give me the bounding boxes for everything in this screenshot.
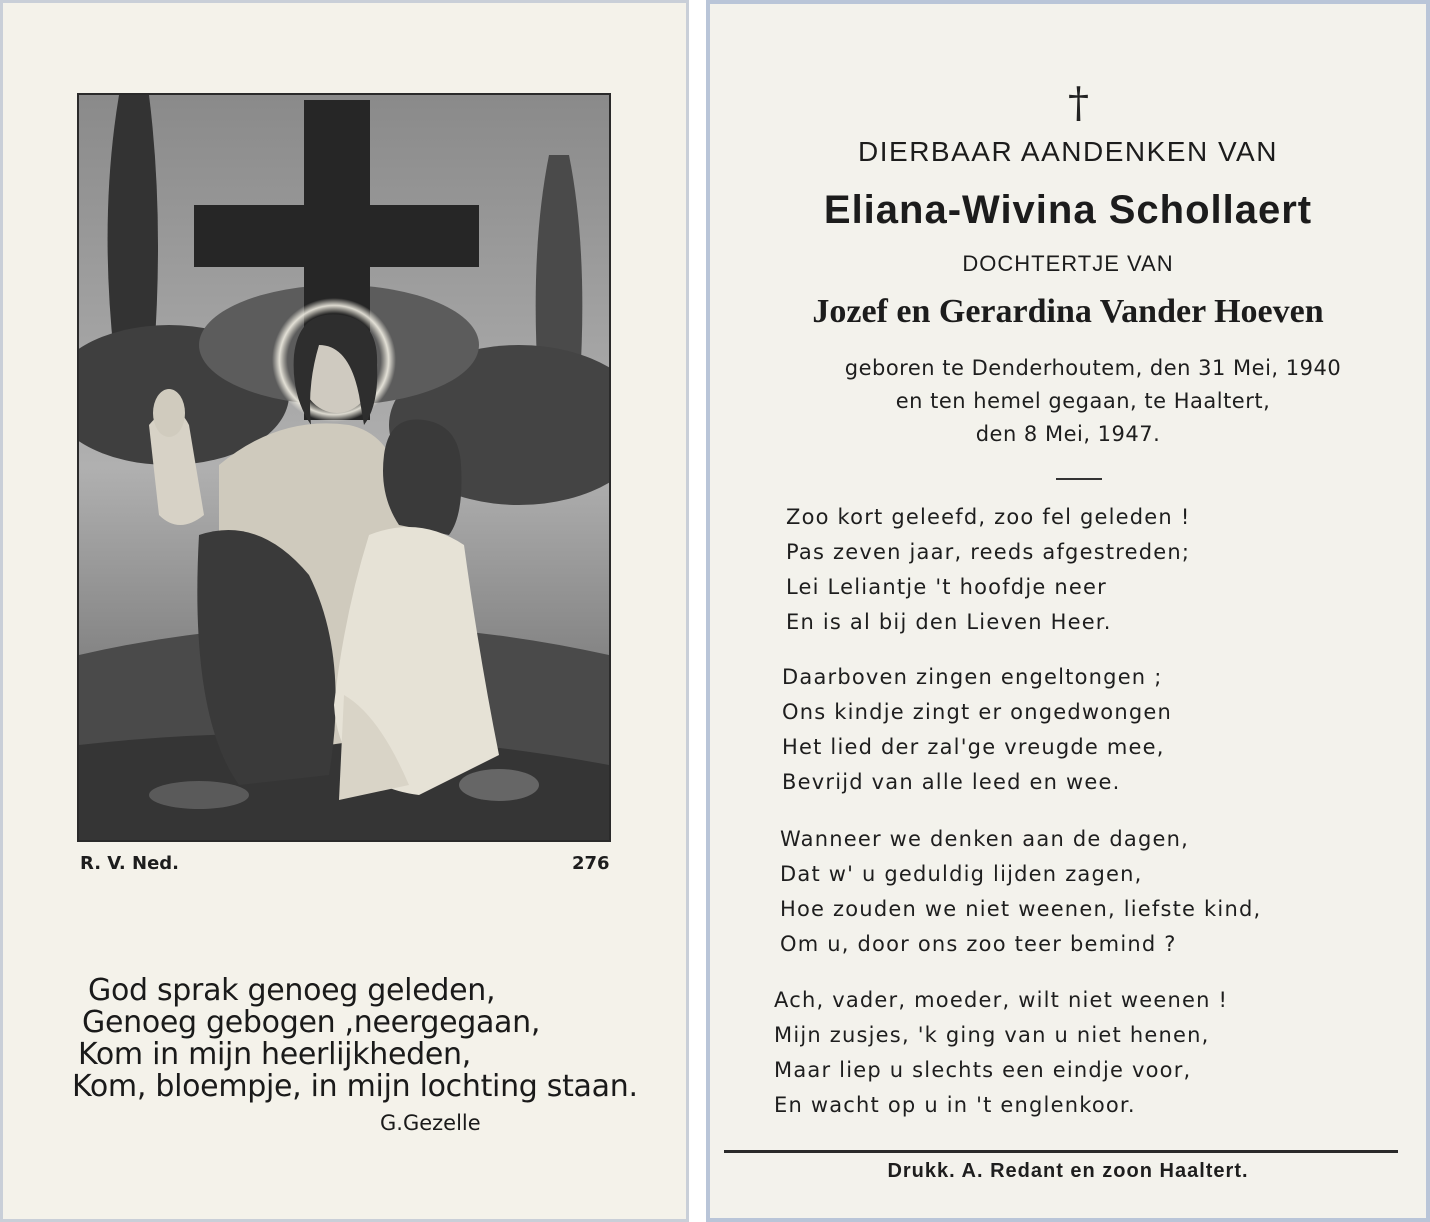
verse-line: Pas zeven jaar, reeds afgestreden; (786, 540, 1191, 564)
verse-line: Ons kindje zingt er ongedwongen (782, 700, 1172, 724)
date-line: en ten hemel gegaan, te Haaltert, (895, 389, 1271, 413)
verse-line: Zoo kort geleefd, zoo fel geleden ! (786, 505, 1191, 529)
cross-icon: † (1068, 78, 1089, 127)
birth-death-dates (706, 352, 1430, 451)
verse-line: Om u, door ons zoo teer bemind ? (780, 932, 1177, 956)
verse-line: Het lied der zal'ge vreugde mee, (782, 735, 1165, 759)
date-line: geboren te Denderhoutem, den 31 Mei, 1940 (844, 356, 1342, 380)
verse-line: En is al bij den Lieven Heer. (786, 610, 1112, 634)
poem-line: Kom, bloempje, in mijn lochting staan. (72, 1069, 638, 1104)
date-line: den 8 Mei, 1947. (975, 422, 1161, 446)
verse-line: Lei Leliantje 't hoofdje neer (786, 575, 1107, 599)
stanza-1 (786, 500, 1346, 640)
right-card (706, 0, 1430, 1222)
verse-line: Wanneer we denken aan de dagen, (780, 827, 1189, 851)
publisher-mark: R. V. Ned. (80, 853, 180, 874)
gezelle-poem (60, 975, 640, 1103)
picture-number: 276 (572, 853, 610, 874)
stanza-2 (782, 660, 1342, 800)
devotional-illustration (79, 95, 609, 840)
footer-rule (724, 1150, 1398, 1153)
intro-heading: DIERBAAR AANDENKEN VAN (858, 136, 1278, 167)
poem-line: Kom in mijn heerlijkheden, (78, 1037, 471, 1072)
left-card (0, 0, 689, 1222)
poem-author: G.Gezelle (380, 1111, 481, 1135)
verse-line: Mijn zusjes, 'k ging van u niet henen, (774, 1023, 1210, 1047)
verse-line: Bevrijd van alle leed en wee. (782, 770, 1121, 794)
poem-line: God sprak genoeg geleden, (88, 973, 496, 1008)
stanza-3 (780, 822, 1340, 962)
devotional-picture (77, 93, 611, 842)
parents-name: Jozef en Gerardina Vander Hoeven (812, 293, 1324, 330)
deceased-name: Eliana-Wivina Schollaert (823, 188, 1313, 232)
stanza-4 (774, 983, 1334, 1123)
separator (1056, 478, 1102, 480)
verse-line: Dat w' u geduldig lijden zagen, (780, 862, 1143, 886)
verse-line: Daarboven zingen engeltongen ; (782, 665, 1163, 689)
verse-line: Ach, vader, moeder, wilt niet weenen ! (774, 988, 1229, 1012)
verse-line: En wacht op u in 't englenkoor. (774, 1093, 1136, 1117)
verse-line: Hoe zouden we niet weenen, liefste kind, (780, 897, 1262, 921)
relation-heading: DOCHTERTJE VAN (962, 251, 1174, 276)
verse-line: Maar liep u slechts een eindje voor, (774, 1058, 1192, 1082)
poem-line: Genoeg gebogen ,neergegaan, (82, 1005, 541, 1040)
printer-credit: Drukk. A. Redant en zoon Haaltert. (887, 1160, 1249, 1182)
